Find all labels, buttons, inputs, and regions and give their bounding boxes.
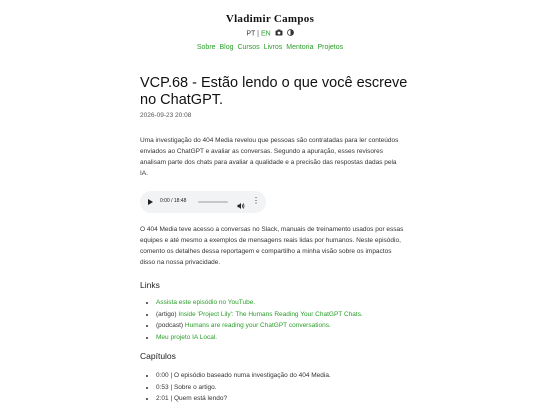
nav-projetos[interactable]: Projetos xyxy=(317,44,344,51)
chapter-item: • 2:01 | Quem está lendo? xyxy=(156,393,436,405)
post-date: 2026-09-23 20:08 xyxy=(140,112,192,119)
article-link[interactable]: Inside 'Project Lily': The Humans Reading Your ChatGPT Chats. xyxy=(178,310,363,318)
audio-seek-bar[interactable] xyxy=(198,201,228,203)
chapters-list xyxy=(140,370,436,405)
list-item xyxy=(156,332,436,344)
lang-separator: | xyxy=(257,30,259,38)
main-nav xyxy=(0,44,540,51)
nav-mentoria[interactable]: Mentoria xyxy=(286,44,314,51)
list-item: • (artigo) Inside 'Project Lily': The Humans Reading Your ChatGPT Chats. xyxy=(156,309,436,321)
post-intro-paragraph: Uma investigação do 404 Media revelou que pessoas são contratadas para ler conteúdos enviados ao ChatGPT e avaliar as conversas. Segundo a apuração, esses revisores analisam parte dos chats para avaliar a qualidade e a precisão das respostas dadas pela IA. xyxy=(140,137,399,177)
volume-icon[interactable] xyxy=(237,197,245,215)
lang-en-link[interactable]: EN xyxy=(260,30,271,38)
audio-time: 0:00 / 18:48 xyxy=(160,198,187,204)
nav-livros[interactable]: Livros xyxy=(263,44,283,51)
language-switcher xyxy=(0,29,540,38)
nav-blog[interactable]: Blog xyxy=(219,44,234,51)
podcast-link[interactable]: Humans are reading your ChatGPT conversations. xyxy=(184,322,331,329)
youtube-link[interactable]: Assista este episódio no YouTube. xyxy=(156,299,256,306)
play-icon[interactable] xyxy=(148,199,153,205)
chapter-item: • 0:53 | Sobre o artigo. xyxy=(156,382,436,394)
nav-cursos[interactable]: Cursos xyxy=(237,44,260,51)
audio-player xyxy=(140,191,266,213)
camera-icon[interactable] xyxy=(275,29,283,38)
list-item: • (podcast) Humans are reading your ChatGPT conversations. xyxy=(156,320,436,332)
post-body-paragraph: O 404 Media teve acesso a conversas no Slack, manuais de treinamento usados por essas equipes e até mesmo a exemplos de mensagens reais lidas por humanos. Neste episódio, comento os detalhes dessa reportagem e compartilho a minha visão sobre os impactos disso na nossa privacidade. xyxy=(140,226,404,266)
post-title: VCP.68 - Estão lendo o que você escreve no ChatGPT. xyxy=(140,75,408,108)
lang-pt-link[interactable]: PT xyxy=(246,30,256,38)
site-title[interactable]: Vladimir Campos xyxy=(225,13,315,25)
theme-toggle-icon[interactable] xyxy=(287,29,294,38)
links-heading: Links xyxy=(140,280,160,290)
chapter-item: • 0:00 | O episódio baseado numa investigação do 404 Media. xyxy=(156,370,436,382)
ia-local-link[interactable]: Meu projeto IA Local. xyxy=(156,333,218,341)
nav-sobre[interactable]: Sobre xyxy=(196,44,216,51)
list-item xyxy=(156,297,436,309)
links-list xyxy=(140,297,436,343)
more-options-icon[interactable]: ⋮ xyxy=(252,196,260,205)
chapters-heading: Capítulos xyxy=(140,351,176,361)
